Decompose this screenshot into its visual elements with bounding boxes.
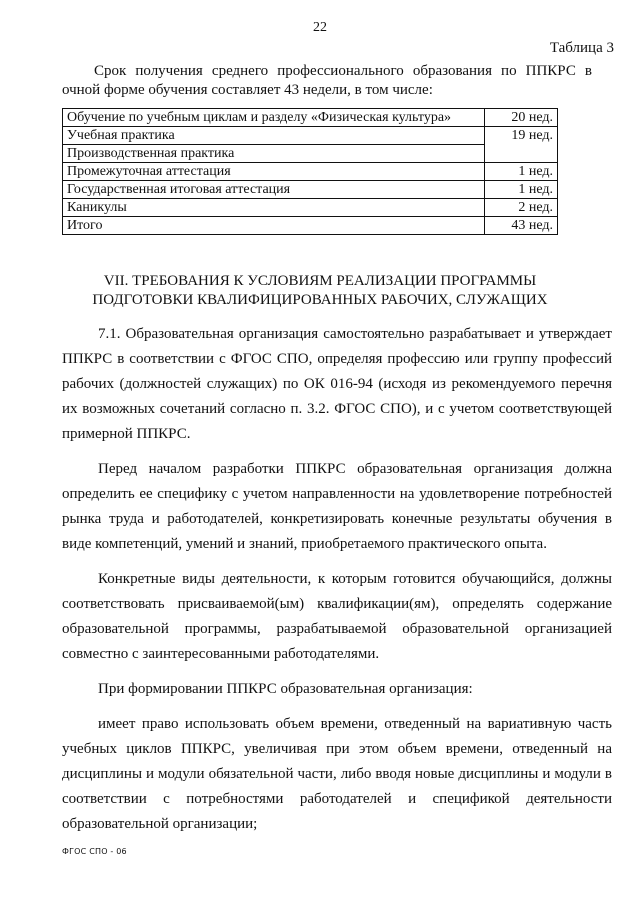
table-cell-value: 19 нед. [485,127,558,163]
table-row [63,163,558,181]
table-row [63,217,558,235]
paragraph: Перед началом разработки ППКРС образовательная организация должна определить ее специфику с учетом направленности на удовлетворение потребностей рынка труда и работодателей, конкретизировать конечные результаты обучения в виде компетенций, умений и знаний, приобретаемого практического опыта. [62,461,612,552]
table-row [63,199,558,217]
schedule-table [62,108,558,235]
paragraph: имеет право использовать объем времени, отведенный на вариативную часть учебных циклов ППКРС, увеличивая при этом объем времени, отведенный на дисциплины и модули обязательной части, либо вводя новые дисциплины и модули в соответствии с потребностями работодателей и спецификой деятельности образовательной организации; [62,716,612,832]
section-heading-line: VII. ТРЕБОВАНИЯ К УСЛОВИЯМ РЕАЛИЗАЦИИ ПРОГРАММЫ [103,273,537,289]
paragraph: При формировании ППКРС образовательная организация: [98,681,473,697]
table-cell-value: 2 нед. [485,199,558,217]
table-cell-name: Каникулы [63,199,485,217]
table-cell-value: 20 нед. [485,109,558,127]
section-heading-line: ПОДГОТОВКИ КВАЛИФИЦИРОВАННЫХ РАБОЧИХ, СЛУЖАЩИХ [92,292,548,308]
table-cell-value: 43 нед. [485,217,558,235]
table-cell-name: Производственная практика [63,145,485,163]
section-heading [40,272,600,310]
page-number: 22 [313,20,327,35]
table-cell-value: 1 нед. [485,181,558,199]
paragraph: Конкретные виды деятельности, к которым готовится обучающийся, должны соответствовать присваиваемой(ым) квалификации(ям), определять содержание образовательной программы, разрабатываемой образовательной организацией совместно с заинтересованными работодателями. [62,571,612,662]
table-row [63,181,558,199]
table-cell-value: 1 нед. [485,163,558,181]
table-row [63,109,558,127]
intro-paragraph: Срок получения среднего профессионального образования по ППКРС в очной форме обучения составляет 43 недели, в том числе: [62,63,592,98]
table-cell-name: Государственная итоговая аттестация [63,181,485,199]
table-cell-name: Обучение по учебным циклам и разделу «Физическая культура» [63,109,485,127]
footer-code: ФГОС СПО - 06 [62,847,127,856]
table-row [63,127,558,145]
body-text [62,322,612,847]
table-cell-name: Итого [63,217,485,235]
paragraph: 7.1. Образовательная организация самостоятельно разрабатывает и утверждает ППКРС в соответствии с ФГОС СПО, определяя профессию или группу профессий рабочих (должностей служащих) по ОК 016-94 (исходя из рекомендуемого перечня их возможных сочетаний согласно п. 3.2. ФГОС СПО), и с учетом соответствующей примерной ППКРС. [62,326,612,442]
table-caption: Таблица 3 [549,40,614,56]
table-cell-name: Учебная практика [63,127,485,145]
table-row [63,145,558,163]
table-cell-name: Промежуточная аттестация [63,163,485,181]
